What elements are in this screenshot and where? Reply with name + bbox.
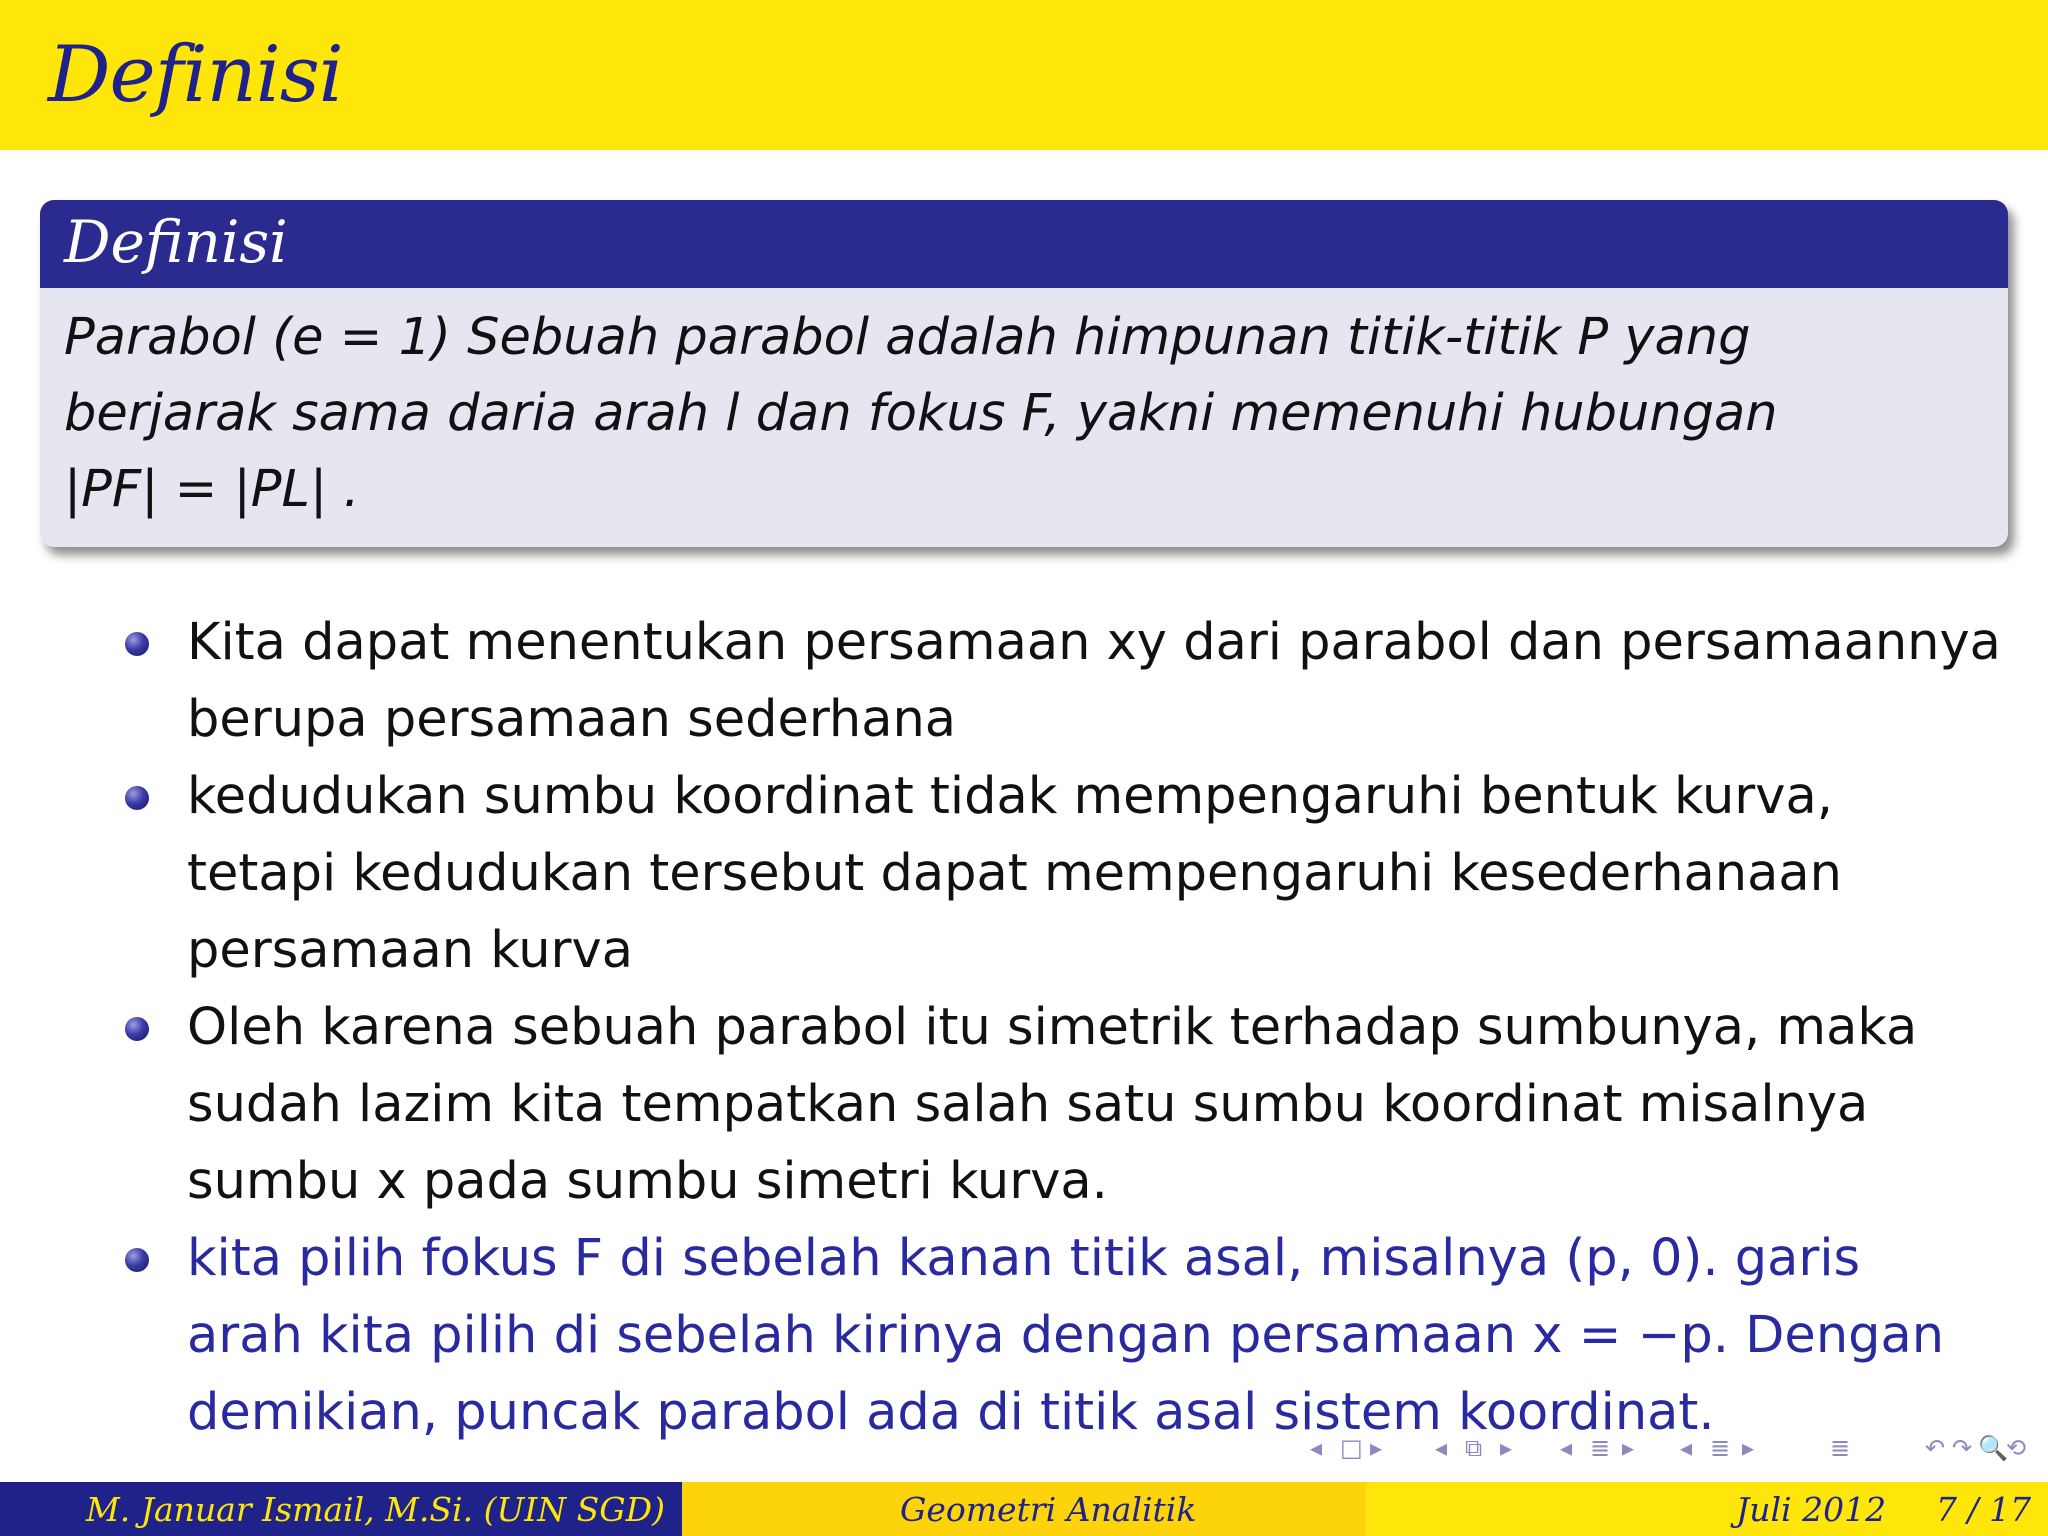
nav-prev-slide-icon[interactable]: ◂ <box>1310 1434 1323 1462</box>
bullet-line: kita pilih fokus F di sebelah kanan titik asal, misalnya (p, 0). garis <box>187 1229 1861 1288</box>
footer-course: Geometri Analitik <box>900 1490 1197 1529</box>
nav-section-icon[interactable]: ≣ <box>1710 1434 1731 1462</box>
definition-block-body <box>64 300 1964 528</box>
footer-date: Juli 2012 <box>1736 1490 1887 1529</box>
bullet-item <box>125 604 2015 758</box>
bullet-item-highlighted <box>125 1220 2015 1451</box>
nav-prev-subsection-icon[interactable]: ◂ <box>1560 1434 1573 1462</box>
footer-author-box <box>0 1482 682 1536</box>
bullet-line: Kita dapat menentukan persamaan xy dari parabol dan persamaannya <box>187 613 2001 672</box>
slide-header <box>0 0 2048 150</box>
nav-next-frame-icon[interactable]: ▸ <box>1500 1434 1513 1462</box>
definition-block-title: Definisi <box>64 208 288 276</box>
bullet-line: Oleh karena sebuah parabol itu simetrik terhadap sumbunya, maka <box>187 998 1918 1057</box>
bullet-line: sumbu x pada sumbu simetri kurva. <box>187 1152 1108 1211</box>
slide-footer <box>0 1482 2048 1536</box>
bullet-icon <box>125 786 149 810</box>
definition-line: |PF| = |PL| . <box>64 460 360 519</box>
nav-forward-icon[interactable]: ↷ <box>1952 1434 1973 1462</box>
nav-search-icon[interactable]: 🔍 <box>1978 1434 2008 1462</box>
bullet-line: berupa persamaan sederhana <box>187 690 957 749</box>
nav-refresh-icon[interactable]: ⟲ <box>2006 1434 2027 1462</box>
nav-next-section-icon[interactable]: ▸ <box>1742 1434 1755 1462</box>
definition-line: berjarak sama daria arah l dan fokus F, yakni memenuhi hubungan <box>64 384 1778 443</box>
nav-frame-icon[interactable]: ⧉ <box>1465 1434 1483 1462</box>
footer-author: M. Januar Ismail, M.Si. (UIN SGD) <box>86 1490 665 1529</box>
beamer-navigation-bar <box>1310 1434 2030 1468</box>
bullet-list <box>125 604 2015 1451</box>
definition-line: Parabol (e = 1) Sebuah parabol adalah himpunan titik-titik P yang <box>64 308 1751 367</box>
bullet-icon <box>125 1017 149 1041</box>
bullet-item <box>125 758 2015 989</box>
nav-subsection-icon[interactable]: ≣ <box>1590 1434 1611 1462</box>
nav-document-icon[interactable]: ≣ <box>1830 1434 1851 1462</box>
bullet-item <box>125 989 2015 1220</box>
definition-block <box>40 200 2008 547</box>
nav-back-icon[interactable]: ↶ <box>1925 1434 1946 1462</box>
bullet-line: persamaan kurva <box>187 921 633 980</box>
bullet-line: sudah lazim kita tempatkan salah satu sumbu koordinat misalnya <box>187 1075 1869 1134</box>
footer-page-number: 7 / 17 <box>1936 1490 2032 1529</box>
nav-next-slide-icon[interactable]: ▸ <box>1370 1434 1383 1462</box>
bullet-line: kedudukan sumbu koordinat tidak mempengaruhi bentuk kurva, <box>187 767 1833 826</box>
definition-block-header <box>40 200 2008 288</box>
nav-prev-section-icon[interactable]: ◂ <box>1680 1434 1693 1462</box>
bullet-icon <box>125 1248 149 1272</box>
bullet-line: demikian, puncak parabol ada di titik asal sistem koordinat. <box>187 1383 1715 1442</box>
bullet-line: tetapi kedudukan tersebut dapat mempengaruhi kesederhanaan <box>187 844 1842 903</box>
nav-slide-icon[interactable]: □ <box>1340 1434 1363 1462</box>
footer-course-box <box>682 1482 1366 1536</box>
nav-prev-frame-icon[interactable]: ◂ <box>1435 1434 1448 1462</box>
slide-title: Definisi <box>48 30 343 120</box>
bullet-icon <box>125 632 149 656</box>
bullet-line: arah kita pilih di sebelah kirinya dengan persamaan x = −p. Dengan <box>187 1306 1945 1365</box>
footer-date-box <box>1366 1482 2048 1536</box>
nav-next-subsection-icon[interactable]: ▸ <box>1622 1434 1635 1462</box>
